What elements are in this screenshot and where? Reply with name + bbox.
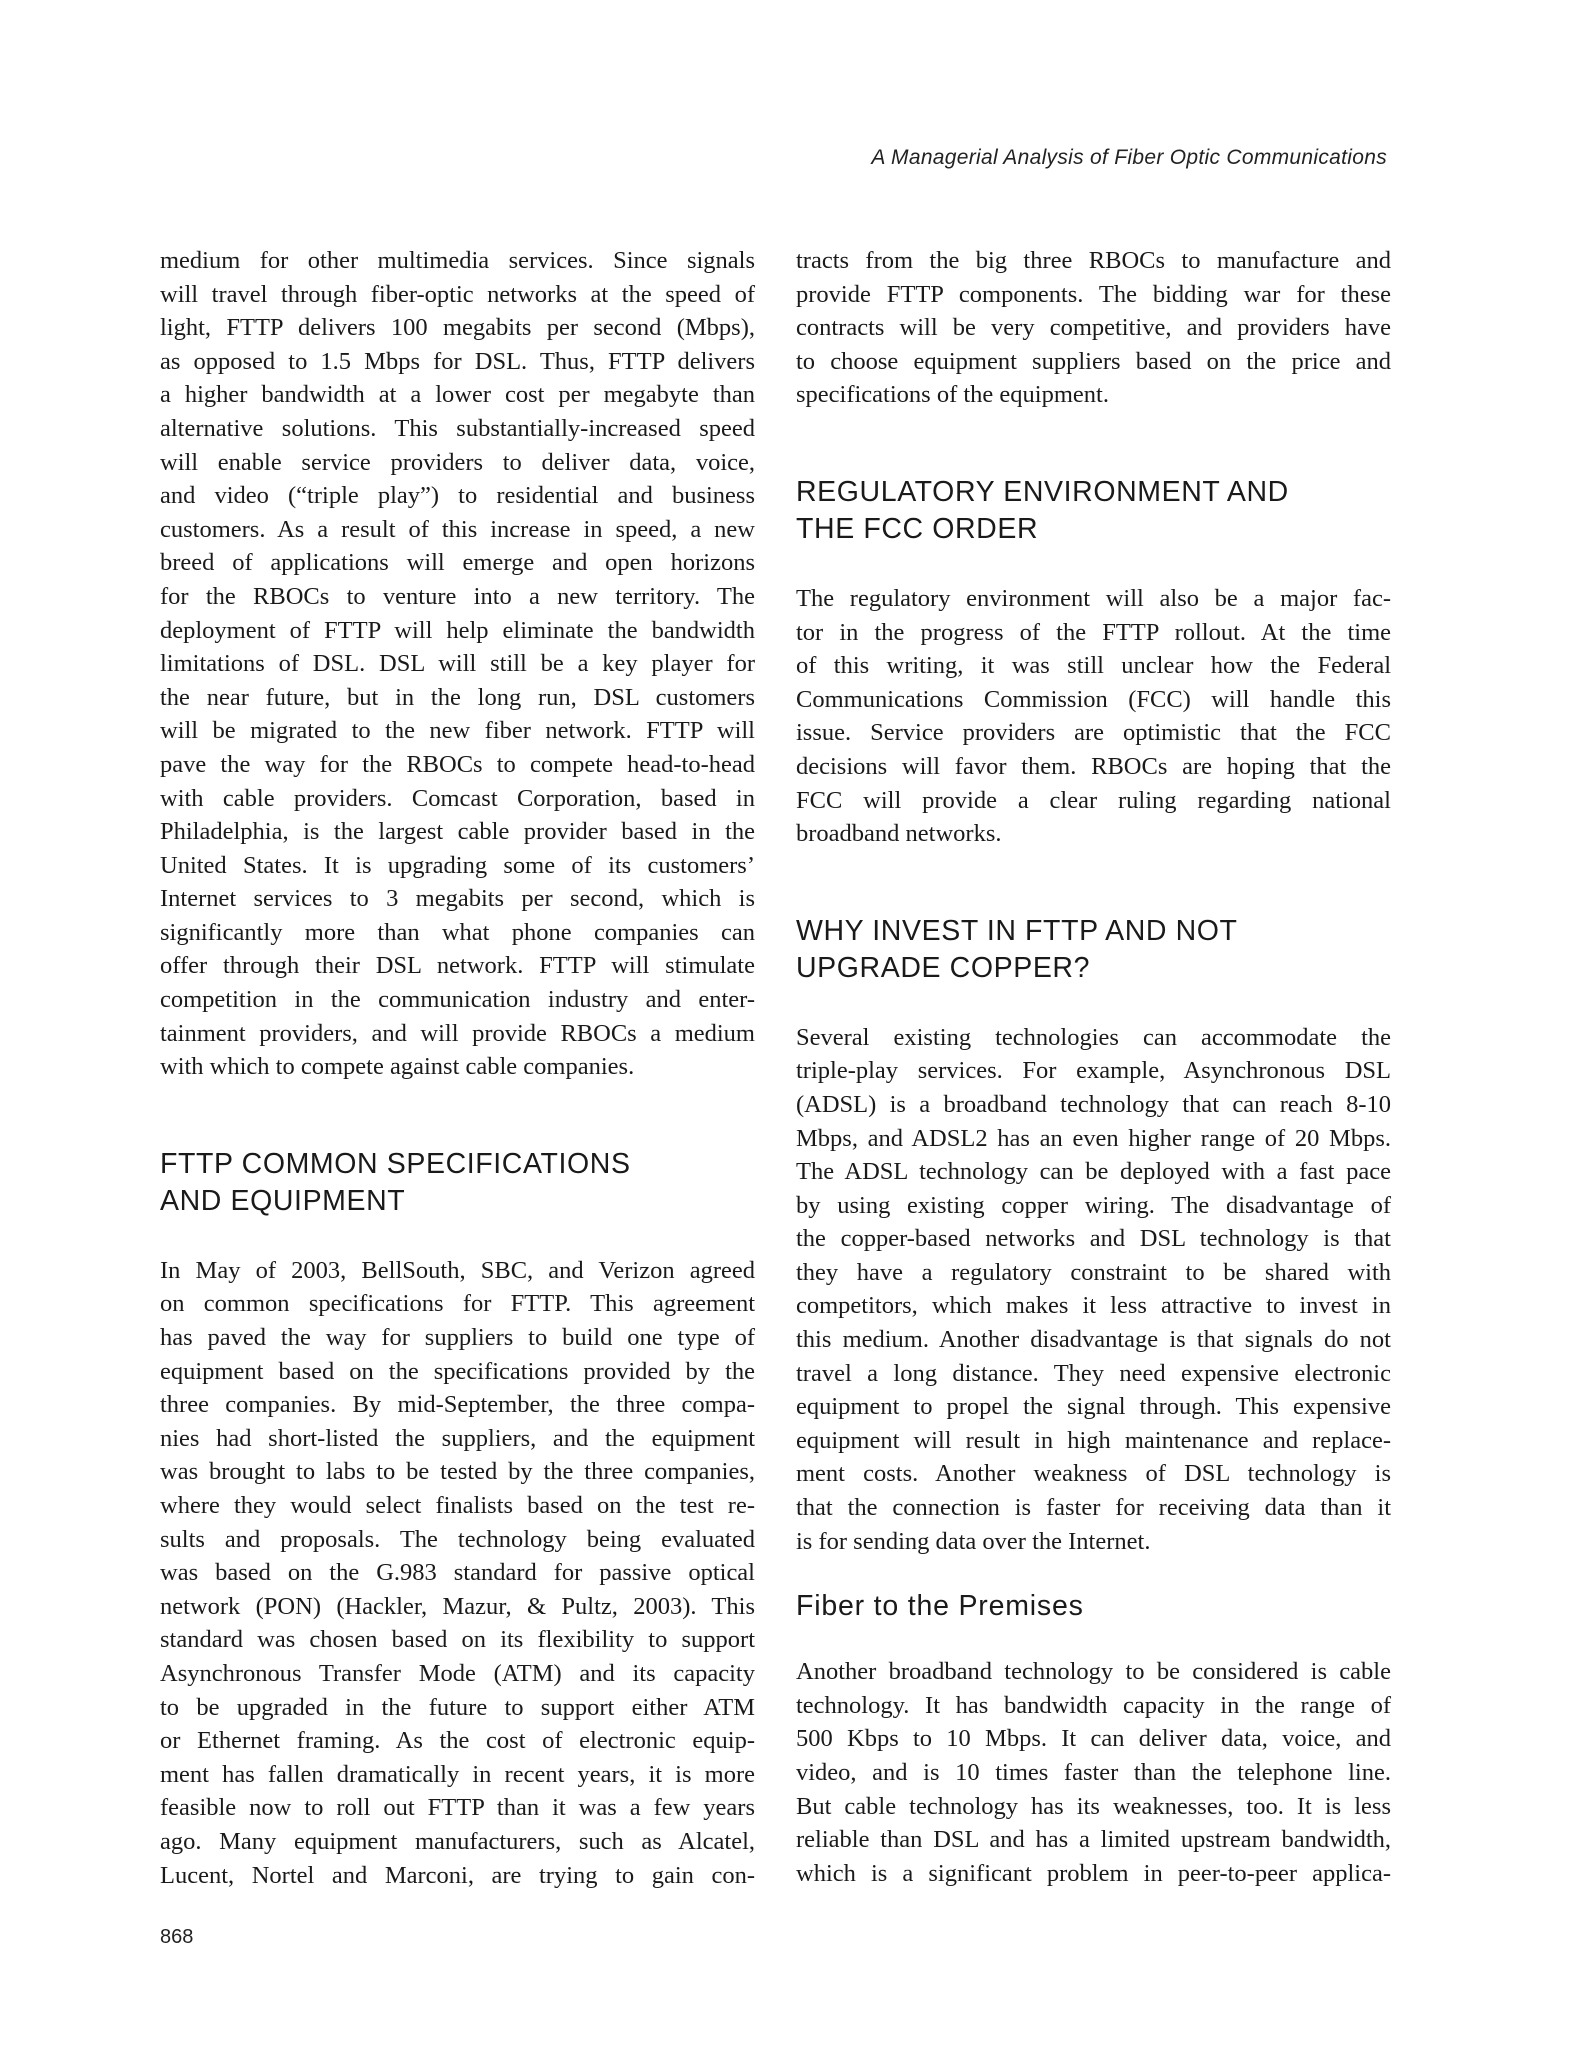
text-line: breed of applications will emerge and open horizons — [160, 549, 755, 577]
text-line: technology. It has bandwidth capacity in the range of — [796, 1691, 1391, 1719]
text-line: United States. It is upgrading some of its customers’ — [160, 851, 755, 879]
text-line: with cable providers. Comcast Corporation, based in — [160, 784, 755, 812]
text-line: Communications Commission (FCC) will handle this — [796, 685, 1391, 713]
text-line: will travel through fiber-optic networks at the speed of — [160, 280, 755, 308]
text-line: UPGRADE COPPER? — [796, 951, 1091, 984]
text-line: offer through their DSL network. FTTP will stimulate — [160, 952, 755, 980]
text-line: and video (“triple play”) to residential and business — [160, 482, 755, 510]
heading-regulatory-environment — [796, 474, 1391, 548]
text-line: by using existing copper wiring. The disadvantage of — [796, 1191, 1391, 1219]
text-line: where they would select finalists based on the test re- — [160, 1492, 755, 1519]
left-paragraph-2 — [160, 1254, 755, 1892]
text-line: tracts from the big three RBOCs to manufacture and — [796, 247, 1391, 274]
text-line: But cable technology has its weaknesses, too. It is less — [796, 1792, 1391, 1820]
text-line: video, and is 10 times faster than the telephone line. — [796, 1759, 1391, 1786]
text-line: or Ethernet framing. As the cost of electronic equip- — [160, 1727, 755, 1755]
text-line: Several existing technologies can accommodate the — [796, 1023, 1391, 1051]
text-line: The regulatory environment will also be a major fac- — [796, 584, 1391, 612]
text-line: significantly more than what phone companies can — [160, 918, 755, 946]
text-line: will be migrated to the new fiber network. FTTP will — [160, 717, 755, 745]
text-line: they have a regulatory constraint to be shared with — [796, 1258, 1391, 1286]
text-line: competitors, which makes it less attractive to invest in — [796, 1292, 1391, 1320]
text-line: with which to compete against cable companies. — [160, 1053, 635, 1081]
text-line: the near future, but in the long run, DSL customers — [160, 683, 755, 711]
right-paragraph-1 — [796, 244, 1391, 412]
text-line: issue. Service providers are optimistic that the FCC — [796, 719, 1391, 747]
text-line: decisions will favor them. RBOCs are hoping that the — [796, 752, 1391, 780]
text-line: to be upgraded in the future to support either ATM — [160, 1693, 755, 1721]
heading-fttp-common-specifications — [160, 1146, 755, 1220]
subheading-fiber-to-the-premises: Fiber to the Premises — [796, 1590, 1084, 1623]
right-paragraph-2 — [796, 582, 1391, 851]
text-line: FCC will provide a clear ruling regarding national — [796, 786, 1391, 814]
left-paragraph-1 — [160, 244, 755, 1084]
running-header: A Managerial Analysis of Fiber Optic Communications — [871, 146, 1387, 169]
text-line: sults and proposals. The technology being evaluated — [160, 1525, 755, 1553]
text-line: customers. As a result of this increase in speed, a new — [160, 515, 755, 543]
text-line: contracts will be very competitive, and providers have — [796, 314, 1391, 342]
text-line: Lucent, Nortel and Marconi, are trying to gain con- — [160, 1861, 755, 1889]
text-line: REGULATORY ENVIRONMENT AND — [796, 475, 1289, 508]
right-paragraph-3 — [796, 1021, 1391, 1559]
text-line: feasible now to roll out FTTP than it was a few years — [160, 1794, 755, 1822]
left-column — [160, 244, 755, 1892]
text-line: In May of 2003, BellSouth, SBC, and Verizon agreed — [160, 1256, 755, 1284]
heading-why-invest-in-fttp — [796, 913, 1391, 987]
text-line: three companies. By mid-September, the three compa- — [160, 1391, 755, 1419]
text-line: will enable service providers to deliver data, voice, — [160, 448, 755, 476]
text-line: WHY INVEST IN FTTP AND NOT — [796, 914, 1238, 947]
text-line: deployment of FTTP will help eliminate the bandwidth — [160, 616, 755, 644]
text-line: a higher bandwidth at a lower cost per megabyte than — [160, 381, 755, 409]
text-line: on common specifications for FTTP. This agreement — [160, 1290, 755, 1318]
text-line: The ADSL technology can be deployed with a fast pace — [796, 1158, 1391, 1186]
text-line: tor in the progress of the FTTP rollout. At the time — [796, 618, 1391, 646]
text-line: FTTP COMMON SPECIFICATIONS — [160, 1147, 631, 1180]
text-line: Another broadband technology to be considered is cable — [796, 1658, 1391, 1686]
text-line: was based on the G.983 standard for passive optical — [160, 1559, 755, 1587]
text-line: specifications of the equipment. — [796, 381, 1109, 409]
text-line: Asynchronous Transfer Mode (ATM) and its capacity — [160, 1659, 755, 1687]
text-line: competition in the communication industry and enter- — [160, 986, 755, 1014]
text-line: standard was chosen based on its flexibility to support — [160, 1626, 755, 1654]
text-line: for the RBOCs to venture into a new territory. The — [160, 582, 755, 610]
text-line: equipment will result in high maintenance and replace- — [796, 1426, 1391, 1454]
text-line: travel a long distance. They need expensive electronic — [796, 1359, 1391, 1387]
text-line: Internet services to 3 megabits per second, which is — [160, 885, 755, 913]
text-line: ment costs. Another weakness of DSL technology is — [796, 1460, 1391, 1488]
text-line: broadband networks. — [796, 820, 1002, 848]
text-line: 500 Kbps to 10 Mbps. It can deliver data, voice, and — [796, 1725, 1391, 1753]
text-line: AND EQUIPMENT — [160, 1184, 406, 1217]
text-line: of this writing, it was still unclear how the Federal — [796, 652, 1391, 680]
text-line: which is a significant problem in peer-to-peer applica- — [796, 1859, 1391, 1887]
text-line: limitations of DSL. DSL will still be a key player for — [160, 650, 755, 678]
text-line: Philadelphia, is the largest cable provider based in the — [160, 818, 755, 846]
text-line: (ADSL) is a broadband technology that can reach 8-10 — [796, 1090, 1391, 1118]
text-line: light, FTTP delivers 100 megabits per second (Mbps), — [160, 314, 755, 342]
right-column — [796, 244, 1391, 1890]
text-line: provide FTTP components. The bidding war for these — [796, 280, 1391, 308]
page-number: 868 — [160, 1926, 194, 1948]
text-line: nies had short-listed the suppliers, and the equipment — [160, 1424, 755, 1452]
text-line: pave the way for the RBOCs to compete head-to-head — [160, 750, 755, 778]
text-line: as opposed to 1.5 Mbps for DSL. Thus, FTTP delivers — [160, 347, 755, 375]
text-line: has paved the way for suppliers to build one type of — [160, 1324, 755, 1352]
text-line: is for sending data over the Internet. — [796, 1527, 1151, 1555]
text-line: that the connection is faster for receiving data than it — [796, 1494, 1391, 1522]
text-line: tainment providers, and will provide RBOCs a medium — [160, 1019, 755, 1047]
text-line: equipment based on the specifications provided by the — [160, 1357, 755, 1385]
text-line: was brought to labs to be tested by the three companies, — [160, 1458, 755, 1486]
text-line: this medium. Another disadvantage is that signals do not — [796, 1326, 1391, 1354]
text-line: ago. Many equipment manufacturers, such as Alcatel, — [160, 1827, 755, 1855]
text-line: triple-play services. For example, Asynchronous DSL — [796, 1057, 1391, 1085]
text-line: the copper-based networks and DSL technology is that — [796, 1225, 1391, 1253]
text-line: ment has fallen dramatically in recent years, it is more — [160, 1760, 755, 1788]
text-line: alternative solutions. This substantially-increased speed — [160, 414, 755, 442]
text-line: THE FCC ORDER — [796, 512, 1039, 545]
right-paragraph-4 — [796, 1655, 1391, 1890]
text-line: Mbps, and ADSL2 has an even higher range of 20 Mbps. — [796, 1124, 1391, 1152]
text-line: equipment to propel the signal through. This expensive — [796, 1393, 1391, 1421]
text-line: medium for other multimedia services. Since signals — [160, 247, 755, 274]
text-line: network (PON) (Hackler, Mazur, & Pultz, 2003). This — [160, 1592, 755, 1620]
text-line: to choose equipment suppliers based on the price and — [796, 347, 1391, 375]
text-line: reliable than DSL and has a limited upstream bandwidth, — [796, 1826, 1391, 1854]
